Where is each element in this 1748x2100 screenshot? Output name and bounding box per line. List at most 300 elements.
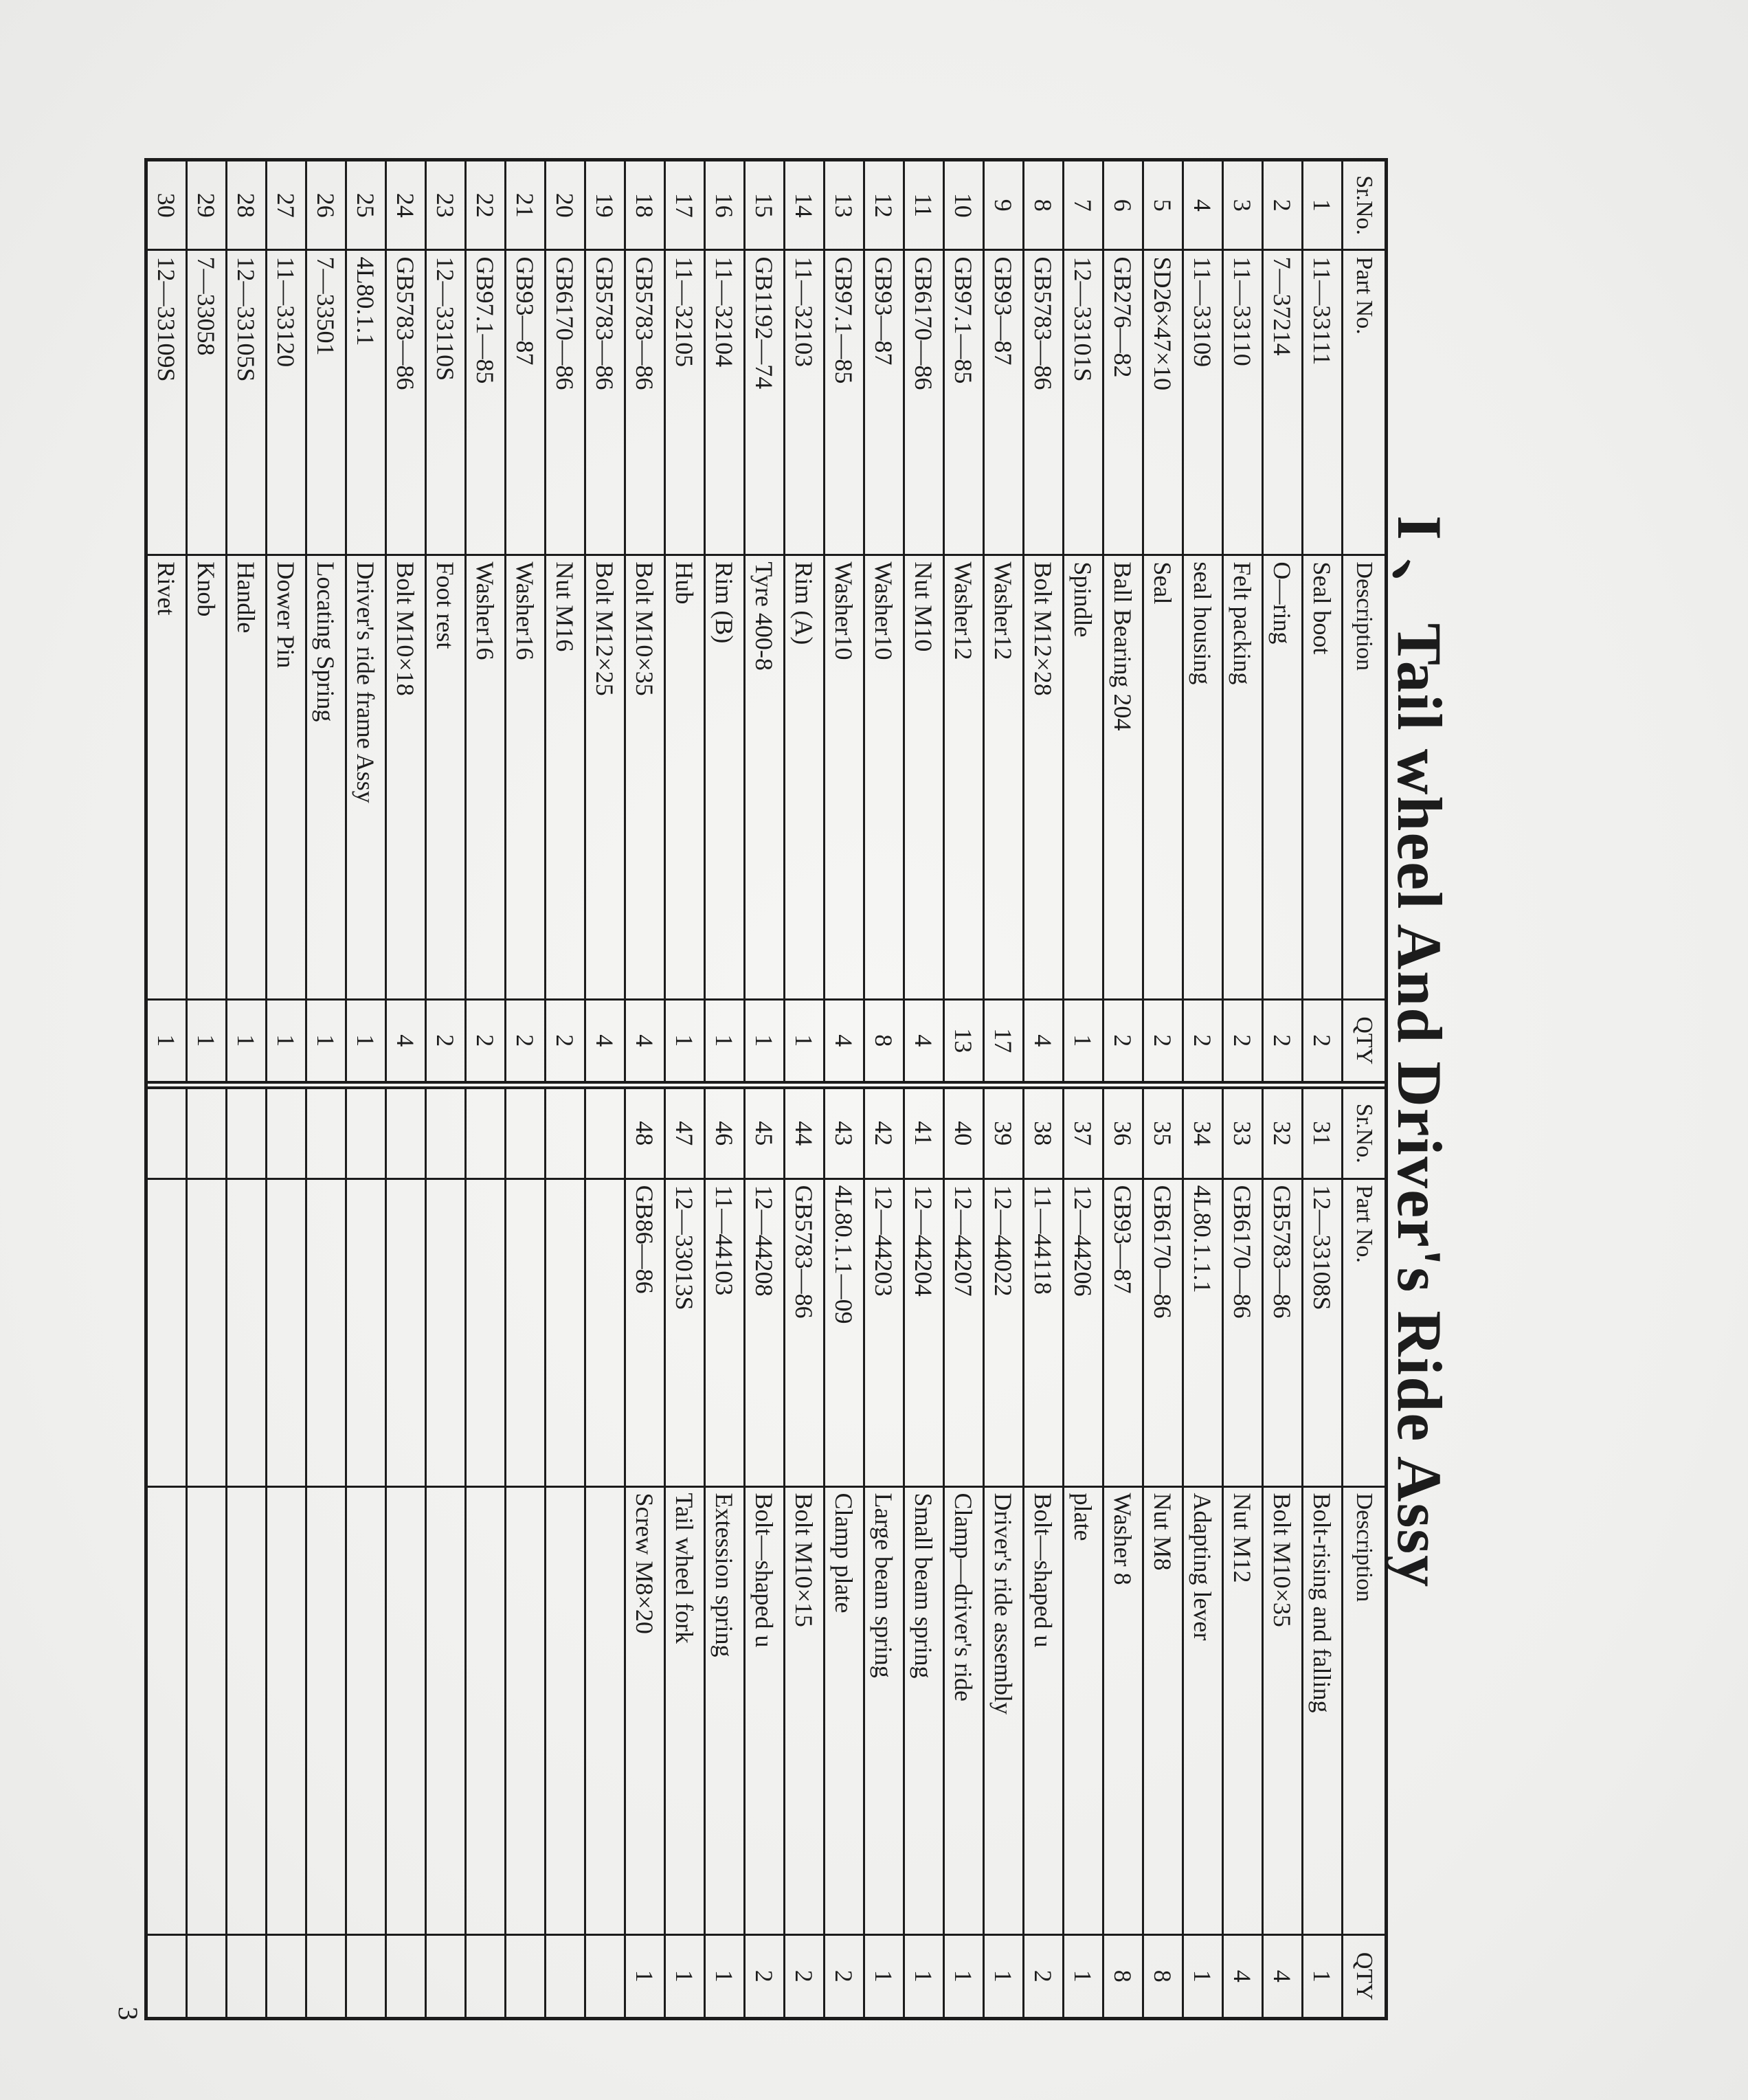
cell-part-no: 11—32103 xyxy=(785,250,825,555)
cell-part-no: 7—33058 xyxy=(187,250,227,555)
cell-description: O—ring xyxy=(1263,555,1303,999)
cell-part-no: GB97.1—85 xyxy=(825,250,864,555)
cell-part-no: 11—33120 xyxy=(267,250,306,555)
table-row xyxy=(267,1089,306,2017)
cell-part-no: 12—33110S xyxy=(426,250,466,555)
cell-description: Rim (B) xyxy=(705,555,745,999)
table-row xyxy=(506,161,546,1085)
cell-qty xyxy=(227,1934,267,2017)
cell-sr-no: 44 xyxy=(785,1089,825,1179)
table-row xyxy=(944,1089,984,2017)
cell-part-no: 11—32104 xyxy=(705,250,745,555)
table-row xyxy=(466,161,506,1085)
cell-part-no: 12—33101S xyxy=(1064,250,1103,555)
cell-description: Rivet xyxy=(148,555,187,999)
cell-sr-no xyxy=(546,1089,585,1179)
cell-description: Bolt M10×35 xyxy=(1263,1486,1303,1934)
cell-part-no: GB5783—86 xyxy=(585,250,625,555)
cell-description: Bolt M10×15 xyxy=(785,1486,825,1934)
table-row xyxy=(426,161,466,1085)
cell-description xyxy=(267,1486,306,1934)
cell-description: Nut M10 xyxy=(904,555,944,999)
cell-description: Washer16 xyxy=(506,555,546,999)
cell-sr-no: 22 xyxy=(466,161,506,250)
header-qty: QTY xyxy=(1343,999,1385,1085)
cell-description: Bolt—shaped u xyxy=(745,1486,785,1934)
cell-part-no: GB5783—86 xyxy=(625,250,665,555)
rotated-content xyxy=(55,103,1484,2055)
cell-qty xyxy=(346,1934,386,2017)
cell-qty: 1 xyxy=(785,999,825,1085)
header-sr-no: Sr.No. xyxy=(1343,161,1385,250)
cell-description: Washer10 xyxy=(825,555,864,999)
cell-sr-no: 23 xyxy=(426,161,466,250)
cell-sr-no: 25 xyxy=(346,161,386,250)
cell-sr-no xyxy=(187,1089,227,1179)
cell-qty: 1 xyxy=(227,999,267,1085)
table-row xyxy=(625,161,665,1085)
cell-part-no: 12—44208 xyxy=(745,1179,785,1486)
cell-part-no: GB5783—86 xyxy=(1024,250,1064,555)
cell-sr-no: 41 xyxy=(904,1089,944,1179)
table-row xyxy=(904,1089,944,2017)
cell-description: Tail wheel fork xyxy=(665,1486,705,1934)
cell-description: Nut M16 xyxy=(546,555,585,999)
cell-qty: 1 xyxy=(705,1934,745,2017)
cell-qty: 2 xyxy=(825,1934,864,2017)
cell-sr-no: 47 xyxy=(665,1089,705,1179)
cell-description: Large beam spring xyxy=(864,1486,904,1934)
cell-qty: 2 xyxy=(1183,999,1223,1085)
cell-part-no: GB93—87 xyxy=(984,250,1024,555)
cell-qty: 1 xyxy=(665,999,705,1085)
cell-sr-no xyxy=(148,1089,187,1179)
cell-part-no: GB1192—74 xyxy=(745,250,785,555)
cell-sr-no xyxy=(267,1089,306,1179)
cell-part-no: GB93—87 xyxy=(506,250,546,555)
cell-qty: 2 xyxy=(745,1934,785,2017)
cell-part-no xyxy=(546,1179,585,1486)
cell-description xyxy=(426,1486,466,1934)
parts-table xyxy=(144,158,1388,2020)
cell-sr-no: 43 xyxy=(825,1089,864,1179)
cell-qty: 1 xyxy=(665,1934,705,2017)
table-row xyxy=(386,161,426,1085)
cell-part-no xyxy=(148,1179,187,1486)
cell-qty: 2 xyxy=(466,999,506,1085)
cell-sr-no xyxy=(585,1089,625,1179)
cell-qty: 1 xyxy=(625,1934,665,2017)
cell-sr-no: 42 xyxy=(864,1089,904,1179)
table-row xyxy=(227,161,267,1085)
cell-sr-no: 8 xyxy=(1024,161,1064,250)
cell-qty: 1 xyxy=(153,1034,181,1047)
cell-part-no: GB276—82 xyxy=(1103,250,1143,555)
cell-description: Bolt M10×35 xyxy=(625,555,665,999)
cell-qty: 2 xyxy=(1303,999,1343,1085)
cell-qty: 8 xyxy=(864,999,904,1085)
table-row xyxy=(1143,1089,1183,2017)
cell-sr-no: 20 xyxy=(546,161,585,250)
cell-sr-no: 13 xyxy=(825,161,864,250)
table-row xyxy=(1024,161,1064,1085)
cell-part-no: 12—33108S xyxy=(1303,1179,1343,1486)
cell-description: Handle xyxy=(227,555,267,999)
cell-qty: 2 xyxy=(1103,999,1143,1085)
cell-part-no xyxy=(187,1179,227,1486)
cell-sr-no: 19 xyxy=(585,161,625,250)
cell-qty: 1 xyxy=(705,999,745,1085)
cell-qty xyxy=(546,1934,585,2017)
table-header-row xyxy=(1343,1089,1385,2017)
cell-sr-no: 14 xyxy=(785,161,825,250)
cell-description: Washer16 xyxy=(466,555,506,999)
table-row xyxy=(1143,161,1183,1085)
cell-sr-no: 31 xyxy=(1303,1089,1343,1179)
table-row xyxy=(1183,1089,1223,2017)
table-row xyxy=(1183,161,1223,1085)
cell-description: Tyre 400-8 xyxy=(745,555,785,999)
cell-qty: 1 xyxy=(306,999,346,1085)
table-row xyxy=(984,1089,1024,2017)
cell-description: Bolt M12×28 xyxy=(1024,555,1064,999)
cell-sr-no xyxy=(346,1089,386,1179)
table-row xyxy=(944,161,984,1085)
table-row xyxy=(825,161,864,1085)
table-row xyxy=(825,1089,864,2017)
table-row xyxy=(864,161,904,1085)
cell-sr-no: 28 xyxy=(227,161,267,250)
table-row xyxy=(1064,1089,1103,2017)
cell-part-no: 12—44203 xyxy=(864,1179,904,1486)
cell-sr-no xyxy=(227,1089,267,1179)
table-row xyxy=(1223,1089,1263,2017)
cell-sr-no: 48 xyxy=(625,1089,665,1179)
cell-qty: 1 xyxy=(1064,999,1103,1085)
table-row xyxy=(864,1089,904,2017)
cell-qty: 1 xyxy=(984,1934,1024,2017)
cell-sr-no: 45 xyxy=(745,1089,785,1179)
cell-qty: 2 xyxy=(506,999,546,1085)
header-part-no: Part No. xyxy=(1343,1179,1385,1486)
cell-sr-no: 30 xyxy=(148,161,187,250)
cell-description: Clamp—driver's ride xyxy=(944,1486,984,1934)
cell-part-no: 7—33501 xyxy=(306,250,346,555)
cell-part-no: 12—44204 xyxy=(904,1179,944,1486)
cell-part-no: GB6170—86 xyxy=(1143,1179,1183,1486)
cell-part-no xyxy=(227,1179,267,1486)
cell-description: Washer12 xyxy=(944,555,984,999)
cell-part-no: GB93—87 xyxy=(864,250,904,555)
cell-sr-no: 3 xyxy=(1223,161,1263,250)
cell-part-no: 11—33109 xyxy=(1183,250,1223,555)
cell-description: Rim (A) xyxy=(785,555,825,999)
cell-sr-no: 7 xyxy=(1064,161,1103,250)
cell-qty: 4 xyxy=(625,999,665,1085)
cell-qty: 1 xyxy=(745,999,785,1085)
cell-part-no: GB93—87 xyxy=(1103,1179,1143,1486)
cell-description: Locating Spring xyxy=(306,555,346,999)
cell-qty xyxy=(386,1934,426,2017)
cell-description xyxy=(187,1486,227,1934)
page-number: 3 xyxy=(113,2007,144,2020)
cell-description xyxy=(506,1486,546,1934)
table-row xyxy=(585,1089,625,2017)
table-row xyxy=(546,161,585,1085)
table-row xyxy=(187,161,227,1085)
cell-description: Felt packing xyxy=(1223,555,1263,999)
cell-sr-no: 5 xyxy=(1143,161,1183,250)
cell-qty: 2 xyxy=(1024,1934,1064,2017)
cell-qty: 1 xyxy=(1303,1934,1343,2017)
cell-description: Washer12 xyxy=(984,555,1024,999)
cell-part-no: 12—33105S xyxy=(227,250,267,555)
cell-description xyxy=(306,1486,346,1934)
cell-qty xyxy=(466,1934,506,2017)
cell-qty: 13 xyxy=(944,999,984,1085)
cell-part-no: 12—44207 xyxy=(944,1179,984,1486)
cell-qty: 1 xyxy=(864,1934,904,2017)
cell-part-no: 11—33111 xyxy=(1303,250,1343,555)
cell-description: Dower Pin xyxy=(267,555,306,999)
cell-sr-no xyxy=(506,1089,546,1179)
cell-description xyxy=(148,1486,187,1934)
cell-qty: 8 xyxy=(1143,1934,1183,2017)
table-row xyxy=(267,161,306,1085)
cell-part-no: 12—33013S xyxy=(665,1179,705,1486)
cell-qty: 17 xyxy=(984,999,1024,1085)
cell-description: Driver's ride assembly xyxy=(984,1486,1024,1934)
cell-description: Nut M8 xyxy=(1143,1486,1183,1934)
cell-part-no xyxy=(426,1179,466,1486)
cell-qty: 1 xyxy=(267,999,306,1085)
cell-description: Small beam spring xyxy=(904,1486,944,1934)
cell-qty: 2 xyxy=(1263,999,1303,1085)
cell-description: Bolt-rising and falling xyxy=(1303,1486,1343,1934)
cell-description: Driver's ride frame Assy xyxy=(346,555,386,999)
cell-description xyxy=(346,1486,386,1934)
cell-sr-no xyxy=(306,1089,346,1179)
table-row xyxy=(187,1089,227,2017)
table-row xyxy=(785,161,825,1085)
cell-sr-no: 29 xyxy=(187,161,227,250)
cell-qty xyxy=(187,1934,227,2017)
table-row xyxy=(1103,1089,1143,2017)
cell-description: Seal boot xyxy=(1303,555,1343,999)
table-row xyxy=(1064,161,1103,1085)
cell-description xyxy=(546,1486,585,1934)
cell-qty: 4 xyxy=(585,999,625,1085)
cell-sr-no: 39 xyxy=(984,1089,1024,1179)
header-part-no: Part No. xyxy=(1343,250,1385,555)
cell-description: Washer10 xyxy=(864,555,904,999)
table-row xyxy=(1263,161,1303,1085)
table-row xyxy=(705,1089,745,2017)
cell-qty: 1 xyxy=(944,1934,984,2017)
cell-sr-no: 35 xyxy=(1143,1089,1183,1179)
cell-qty xyxy=(506,1934,546,2017)
cell-part-no: GB97.1—85 xyxy=(944,250,984,555)
cell-part-no: GB5783—86 xyxy=(785,1179,825,1486)
cell-sr-no: 12 xyxy=(864,161,904,250)
cell-qty: 1 xyxy=(904,1934,944,2017)
table-row xyxy=(346,1089,386,2017)
cell-part-no: GB5783—86 xyxy=(386,250,426,555)
cell-sr-no xyxy=(426,1089,466,1179)
table-header-row xyxy=(1343,161,1385,1085)
cell-sr-no: 46 xyxy=(705,1089,745,1179)
cell-qty xyxy=(306,1934,346,2017)
cell-sr-no: 16 xyxy=(705,161,745,250)
cell-part-no: 4L80.1.1—09 xyxy=(825,1179,864,1486)
header-qty: QTY xyxy=(1343,1934,1385,2017)
cell-part-no: GB6170—86 xyxy=(546,250,585,555)
cell-qty: 4 xyxy=(825,999,864,1085)
cell-description: Spindle xyxy=(1064,555,1103,999)
cell-description: Foot rest xyxy=(426,555,466,999)
table-row xyxy=(665,1089,705,2017)
cell-sr-no: 24 xyxy=(386,161,426,250)
cell-sr-no: 11 xyxy=(904,161,944,250)
table-row xyxy=(148,161,187,1085)
cell-sr-no: 10 xyxy=(944,161,984,250)
cell-sr-no: 36 xyxy=(1103,1089,1143,1179)
table-row xyxy=(625,1089,665,2017)
cell-sr-no: 33 xyxy=(1223,1089,1263,1179)
cell-part-no: GB86—86 xyxy=(625,1179,665,1486)
cell-part-no: 4L80.1.1 xyxy=(346,250,386,555)
header-description: Description xyxy=(1343,555,1385,999)
cell-description: Knob xyxy=(187,555,227,999)
table-row xyxy=(904,161,944,1085)
cell-description: Ball Bearing 204 xyxy=(1103,555,1143,999)
cell-part-no: 7—37214 xyxy=(1263,250,1303,555)
table-row xyxy=(984,161,1024,1085)
header-sr-no: Sr.No. xyxy=(1343,1089,1385,1179)
table-row xyxy=(386,1089,426,2017)
header-description: Description xyxy=(1343,1486,1385,1934)
cell-description xyxy=(386,1486,426,1934)
cell-description: plate xyxy=(1064,1486,1103,1934)
cell-part-no xyxy=(346,1179,386,1486)
cell-qty: 4 xyxy=(1263,1934,1303,2017)
cell-sr-no: 6 xyxy=(1103,161,1143,250)
table-row xyxy=(705,161,745,1085)
left-table-body xyxy=(148,161,1343,1085)
page-title: I 、Tail wheel And Driver's Ride Assy xyxy=(1385,515,1455,1589)
cell-sr-no: 9 xyxy=(984,161,1024,250)
table-row xyxy=(466,1089,506,2017)
cell-sr-no: 17 xyxy=(665,161,705,250)
cell-part-no: 11—32105 xyxy=(665,250,705,555)
table-row xyxy=(1303,1089,1343,2017)
cell-sr-no: 32 xyxy=(1263,1089,1303,1179)
cell-sr-no: 1 xyxy=(1303,161,1343,250)
cell-qty xyxy=(585,1934,625,2017)
table-row xyxy=(546,1089,585,2017)
table-row xyxy=(346,161,386,1085)
cell-qty: 2 xyxy=(785,1934,825,2017)
cell-qty: 2 xyxy=(546,999,585,1085)
cell-qty: 8 xyxy=(1103,1934,1143,2017)
cell-description xyxy=(466,1486,506,1934)
cell-qty: 4 xyxy=(1223,1934,1263,2017)
table-row xyxy=(306,161,346,1085)
cell-qty xyxy=(267,1934,306,2017)
cell-qty: 2 xyxy=(1143,999,1183,1085)
cell-qty: 1 xyxy=(187,999,227,1085)
table-row xyxy=(745,161,785,1085)
cell-part-no xyxy=(386,1179,426,1486)
cell-qty: 1 xyxy=(1064,1934,1103,2017)
cell-qty: 2 xyxy=(426,999,466,1085)
table-row xyxy=(1263,1089,1303,2017)
cell-qty xyxy=(148,1934,187,2017)
cell-description: Adapting lever xyxy=(1183,1486,1223,1934)
table-row xyxy=(506,1089,546,2017)
cell-description: Clamp plate xyxy=(825,1486,864,1934)
parts-table-right xyxy=(148,1089,1385,2017)
cell-sr-no: 37 xyxy=(1064,1089,1103,1179)
cell-sr-no: 38 xyxy=(1024,1089,1064,1179)
cell-qty: 4 xyxy=(1024,999,1064,1085)
cell-description: Extession spring xyxy=(705,1486,745,1934)
cell-description xyxy=(227,1486,267,1934)
table-row xyxy=(426,1089,466,2017)
cell-qty: 4 xyxy=(904,999,944,1085)
cell-part-no: 12—44206 xyxy=(1064,1179,1103,1486)
cell-description: Screw M8×20 xyxy=(625,1486,665,1934)
cell-description: Bolt M12×25 xyxy=(585,555,625,999)
cell-part-no: 4L80.1.1.1 xyxy=(1183,1179,1223,1486)
cell-description: seal housing xyxy=(1183,555,1223,999)
cell-part-no xyxy=(466,1179,506,1486)
cell-description: Bolt M10×18 xyxy=(386,555,426,999)
cell-part-no: GB97.1—85 xyxy=(466,250,506,555)
cell-description xyxy=(585,1486,625,1934)
table-row xyxy=(745,1089,785,2017)
cell-part-no: 12—44022 xyxy=(984,1179,1024,1486)
cell-part-no: SD26×47×10 xyxy=(1143,250,1183,555)
cell-sr-no: 15 xyxy=(745,161,785,250)
cell-part-no: 11—33110 xyxy=(1223,250,1263,555)
table-row xyxy=(1024,1089,1064,2017)
cell-sr-no: 27 xyxy=(267,161,306,250)
cell-part-no xyxy=(585,1179,625,1486)
cell-sr-no: 40 xyxy=(944,1089,984,1179)
cell-part-no: 12—33109S xyxy=(148,250,187,555)
cell-sr-no: 21 xyxy=(506,161,546,250)
cell-description: Washer 8 xyxy=(1103,1486,1143,1934)
cell-description: Seal xyxy=(1143,555,1183,999)
cell-sr-no: 26 xyxy=(306,161,346,250)
cell-part-no: GB6170—86 xyxy=(1223,1179,1263,1486)
cell-part-no xyxy=(306,1179,346,1486)
table-row xyxy=(785,1089,825,2017)
cell-part-no: GB6170—86 xyxy=(904,250,944,555)
cell-part-no xyxy=(267,1179,306,1486)
cell-part-no: 11—44103 xyxy=(705,1179,745,1486)
right-table-body xyxy=(148,1089,1343,2017)
table-row xyxy=(1223,161,1263,1085)
cell-sr-no xyxy=(466,1089,506,1179)
table-row xyxy=(306,1089,346,2017)
cell-description: Hub xyxy=(665,555,705,999)
cell-qty: 4 xyxy=(386,999,426,1085)
cell-sr-no: 34 xyxy=(1183,1089,1223,1179)
table-row xyxy=(1103,161,1143,1085)
cell-qty: 1 xyxy=(1183,1934,1223,2017)
